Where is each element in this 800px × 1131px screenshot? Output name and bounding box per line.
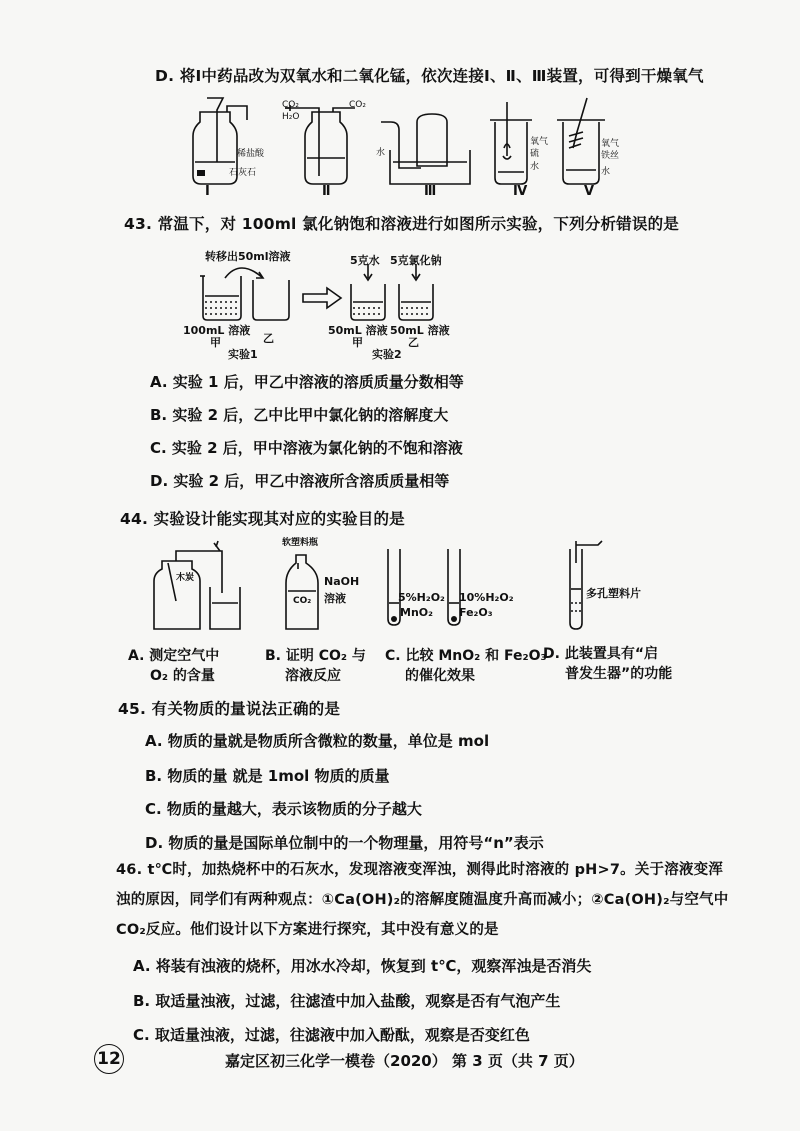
label-h2o-in: H₂O (282, 112, 300, 122)
label-salt-5g: 5克氯化钠 (390, 254, 442, 267)
q44-option-b-2: 溶液反应 (285, 668, 341, 684)
label-hcl: 稀盐酸 (237, 149, 265, 159)
label-jia-1: 甲 (210, 336, 221, 349)
q45-option-a: A. 物质的量就是物质所含微粒的数量，单位是 mol (145, 732, 490, 750)
q43-option-c: C. 实验 2 后，甲中溶液为氯化钠的不饱和溶液 (150, 439, 463, 457)
label-water-5g: 5克水 (350, 254, 380, 267)
label-water-iii: 水 (376, 148, 386, 158)
label-solution: 溶液 (324, 592, 346, 605)
label-yi-2: 乙 (408, 336, 419, 349)
q43-option-b: B. 实验 2 后，乙中比甲中氯化钠的溶解度大 (150, 406, 449, 424)
q46-option-b: B. 取适量浊液，过滤，往滤渣中加入盐酸，观察是否有气泡产生 (133, 992, 561, 1010)
q43-option-a: A. 实验 1 后，甲乙中溶液的溶质质量分数相等 (150, 373, 464, 391)
q46-stem-line-3: CO₂反应。他们设计以下方案进行探究，其中没有意义的是 (116, 922, 499, 938)
label-limestone: 石灰石 (229, 168, 257, 178)
q46-option-a: A. 将装有浊液的烧杯，用冰水冷却，恢复到 t℃，观察浑浊是否消失 (133, 957, 592, 975)
q44-option-a-1: A. 测定空气中 (128, 648, 220, 664)
q44-option-c-2: 的催化效果 (405, 668, 475, 684)
q45-option-c: C. 物质的量越大，表示该物质的分子越大 (145, 800, 422, 818)
q46-option-c: C. 取适量浊液，过滤，往滤液中加入酚酞，观察是否变红色 (133, 1026, 530, 1044)
q46-stem-line-1: 46. t℃时，加热烧杯中的石灰水，发现溶液变浑浊，测得此时溶液的 pH>7。关于溶液变浑 (116, 862, 724, 878)
label-soft-bottle: 软塑料瓶 (282, 538, 319, 548)
label-s-iv: 硫 (530, 149, 540, 159)
apparatus-v (557, 98, 605, 184)
q44-apparatus-figure (140, 533, 620, 638)
label-water-v: 水 (601, 167, 611, 177)
q43-stem: 43. 常温下，对 100ml 氯化钠饱和溶液进行如图所示实验，下列分析错误的是 (124, 215, 679, 233)
label-50ml-b: 50mL 溶液 (390, 324, 450, 337)
q42-apparatus-figure (185, 92, 625, 197)
q43-option-d: D. 实验 2 后，甲乙中溶液所含溶质质量相等 (150, 472, 450, 490)
label-naoh: NaOH (324, 575, 360, 588)
q44-option-b-1: B. 证明 CO₂ 与 (265, 648, 366, 664)
label-co2-out: CO₂ (349, 100, 366, 110)
label-charcoal: 木炭 (176, 573, 195, 583)
label-exp1: 实验1 (228, 348, 258, 361)
label-co2-in: CO₂ (282, 100, 299, 110)
page-number-badge: 12 (94, 1044, 124, 1074)
label-50ml-a: 50mL 溶液 (328, 324, 388, 337)
footer-text: 嘉定区初三化学一模卷（2020） 第 3 页（共 7 页） (225, 1052, 584, 1070)
label-exp2: 实验2 (372, 348, 402, 361)
q44-stem: 44. 实验设计能实现其对应的实验目的是 (120, 510, 405, 528)
label-mno2: MnO₂ (400, 606, 433, 619)
q44-option-a-2: O₂ 的含量 (150, 668, 215, 684)
apparatus-iv (490, 102, 532, 184)
roman-iv: Ⅳ (513, 184, 528, 199)
label-5pct-h2o2: 5%H₂O₂ (398, 591, 445, 604)
label-o2-iv: 氧气 (530, 137, 549, 147)
label-10pct-h2o2: 10%H₂O₂ (459, 591, 514, 604)
roman-i: Ⅰ (205, 184, 210, 199)
label-jia-2: 甲 (352, 336, 363, 349)
q44-option-c-1: C. 比较 MnO₂ 和 Fe₂O₃ (385, 648, 547, 664)
q45-stem: 45. 有关物质的量说法正确的是 (118, 700, 341, 718)
label-100ml: 100mL 溶液 (183, 324, 251, 337)
label-yi-1: 乙 (263, 332, 274, 345)
label-fe2o3: Fe₂O₃ (459, 606, 493, 619)
q45-option-b: B. 物质的量 就是 1mol 物质的质量 (145, 767, 390, 785)
label-co2-bottle: CO₂ (293, 596, 312, 606)
q42-option-d: D. 将Ⅰ中药品改为双氧水和二氧化锰，依次连接Ⅰ、Ⅱ、Ⅲ装置，可得到干燥氧气 (155, 67, 704, 85)
q44-option-d-2: 普发生器”的功能 (565, 666, 673, 682)
label-water-iv: 水 (530, 162, 540, 172)
label-o2-v: 氧气 (601, 139, 620, 149)
label-porous-plate: 多孔塑料片 (586, 587, 641, 600)
q45-option-d: D. 物质的量是国际单位制中的一个物理量，用符号“n”表示 (145, 834, 544, 852)
label-transfer: 转移出50ml溶液 (205, 250, 291, 263)
q46-stem-line-2: 浊的原因，同学们有两种观点：①Ca(OH)₂的溶解度随温度升高而减小；②Ca(OH)₂与空气中 (116, 892, 729, 908)
q44-option-d-1: D. 此装置具有“启 (543, 646, 659, 662)
apparatus-iii (381, 114, 470, 184)
roman-v: Ⅴ (584, 184, 595, 199)
label-fe-v: 铁丝 (601, 151, 620, 161)
roman-ii: Ⅱ (322, 184, 331, 199)
roman-iii: Ⅲ (424, 184, 437, 199)
